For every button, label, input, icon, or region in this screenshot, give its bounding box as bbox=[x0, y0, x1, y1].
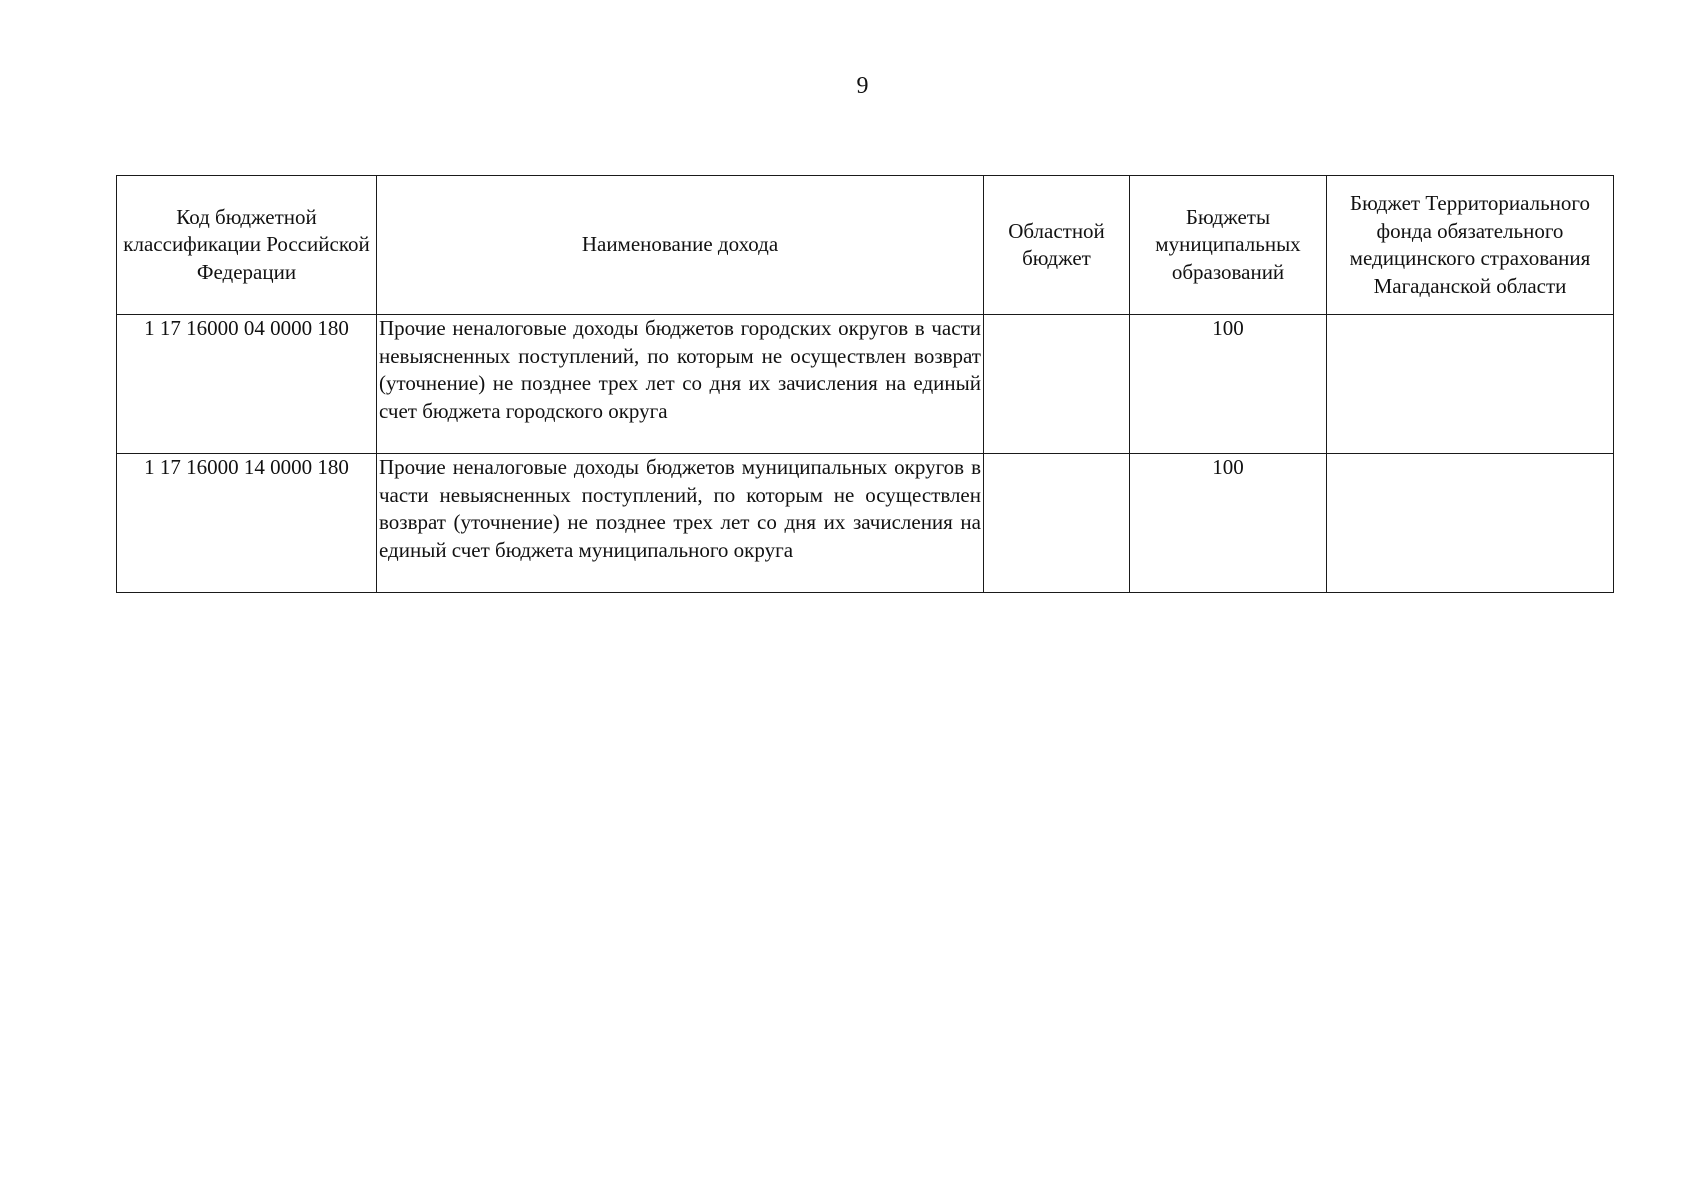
page-number: 9 bbox=[856, 73, 869, 99]
header-code: Код бюджетной классификации Российской Федерации bbox=[117, 176, 377, 315]
row-municipal-value: 100 bbox=[1130, 454, 1327, 593]
income-distribution-table bbox=[116, 175, 1614, 593]
table-header-row bbox=[117, 176, 1614, 315]
header-regional-budget: Областной бюджет bbox=[984, 176, 1130, 315]
row-regional-value bbox=[984, 454, 1130, 593]
row-tfoms-value bbox=[1327, 454, 1614, 593]
table-row bbox=[117, 454, 1614, 593]
row-code: 1 17 16000 14 0000 180 bbox=[117, 454, 377, 593]
row-municipal-value: 100 bbox=[1130, 315, 1327, 454]
row-income-name: Прочие неналоговые доходы бюджетов муниципальных округов в части невыясненных поступлений, по которым не осуществлен возврат (уточнение) не позднее трех лет со дня их зачисления на единый счет бюджета муниципального округа bbox=[377, 454, 984, 593]
header-tfoms-budget: Бюджет Территориального фонда обязательного медицинского страхования Магаданской области bbox=[1327, 176, 1614, 315]
row-income-name: Прочие неналоговые доходы бюджетов городских округов в части невыясненных поступлений, по которым не осуществлен возврат (уточнение) не позднее трех лет со дня их зачисления на единый счет бюджета городского округа bbox=[377, 315, 984, 454]
header-municipal-budgets: Бюджеты муниципальных образований bbox=[1130, 176, 1327, 315]
row-code: 1 17 16000 04 0000 180 bbox=[117, 315, 377, 454]
row-tfoms-value bbox=[1327, 315, 1614, 454]
row-regional-value bbox=[984, 315, 1130, 454]
header-income-name: Наименование дохода bbox=[377, 176, 984, 315]
table-row bbox=[117, 315, 1614, 454]
